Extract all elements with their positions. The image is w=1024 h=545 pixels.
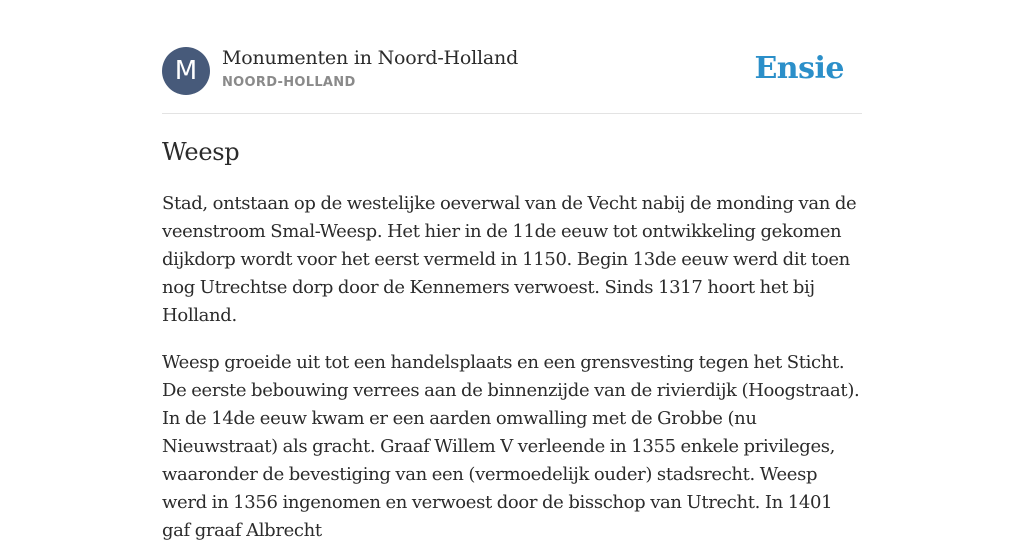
avatar[interactable]: M bbox=[162, 47, 210, 95]
article-paragraph: Weesp groeide uit tot een handelsplaats en een grensvesting tegen het Sticht. De eerste bebouwing verrees aan de binnenzijde van de rivierdijk (Hoogstraat). In de 14de eeuw kwam er een aarden omwalling met de Grobbe (nu Nieuwstraat) als gracht. Graaf Willem V verleende in 1355 enkele privileges, waaronder de bevestiging van een (vermoedelijk ouder) stadsrecht. Weesp werd in 1356 ingenomen en verwoest door de bisschop van Utrecht. In 1401 gaf graaf Albrecht bbox=[162, 352, 860, 541]
ensie-logo-link[interactable]: Ensie bbox=[754, 51, 844, 86]
site-title-link[interactable]: Monumenten in Noord-Holland bbox=[222, 47, 519, 69]
site-header bbox=[162, 47, 862, 114]
article-paragraph: Stad, ontstaan op de westelijke oeverwal van de Vecht nabij de monding van de veenstroom Smal-Weesp. Het hier in de 11de eeuw tot ontwikkeling gekomen dijkdorp wordt voor het eerst vermeld in 1150. Begin 13de eeuw werd dit toen nog Utrechtse dorp door de Kennemers verwoest. Sinds 1317 hoort het bij Holland. bbox=[162, 193, 857, 326]
article bbox=[162, 136, 862, 545]
page-title: Weesp bbox=[162, 138, 240, 166]
site-subtitle: NOORD-HOLLAND bbox=[222, 75, 356, 90]
